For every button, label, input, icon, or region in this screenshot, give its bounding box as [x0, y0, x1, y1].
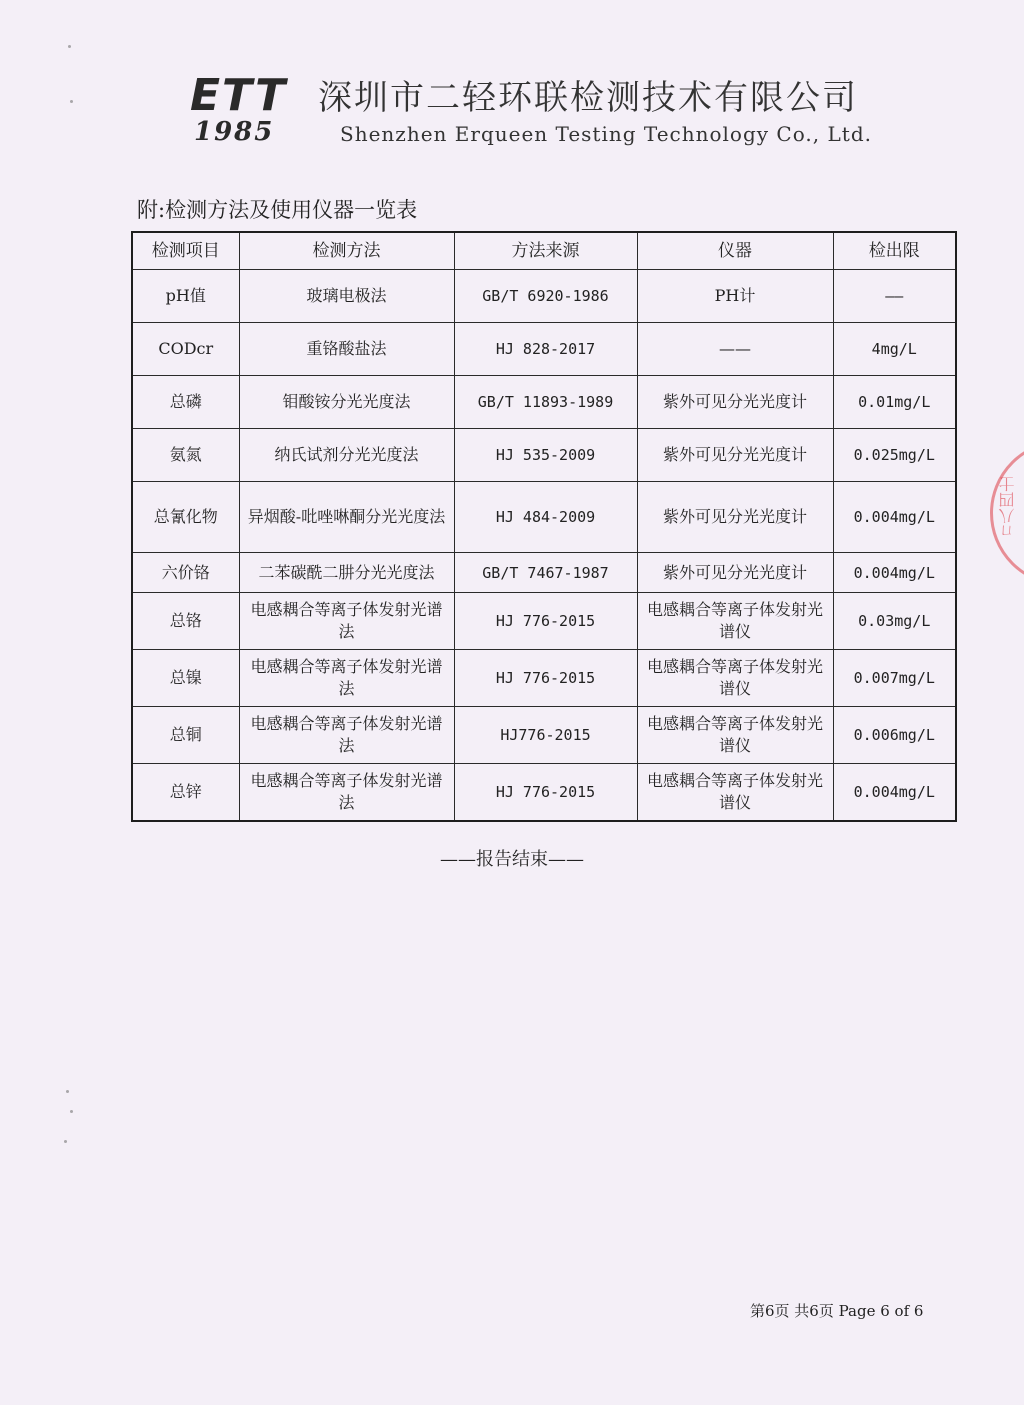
- cell-method: 电感耦合等离子体发射光谱法: [239, 764, 454, 821]
- seal-text: ㄇ八四士: [998, 476, 1017, 540]
- cell-method: 电感耦合等离子体发射光谱法: [239, 593, 454, 650]
- header-instrument: 仪器: [637, 232, 833, 270]
- cell-limit: 0.025mg/L: [833, 429, 956, 482]
- cell-item: 总铬: [132, 593, 239, 650]
- company-name-en: Shenzhen Erqueen Testing Technology Co., Ltd.: [340, 122, 872, 146]
- cell-limit: 0.004mg/L: [833, 764, 956, 821]
- table-row: [132, 764, 956, 821]
- cell-limit: 0.006mg/L: [833, 707, 956, 764]
- table-row: [132, 650, 956, 707]
- cell-instrument: PH计: [637, 270, 833, 323]
- cell-item: 总锌: [132, 764, 239, 821]
- cell-item: 总氰化物: [132, 482, 239, 553]
- header-item: 检测项目: [132, 232, 239, 270]
- cell-instrument: 紫外可见分光光度计: [637, 376, 833, 429]
- cell-source: HJ 828-2017: [454, 323, 637, 376]
- report-end-mark: ——报告结束——: [440, 849, 584, 870]
- page-number: 第6页 共6页 Page 6 of 6: [750, 1302, 924, 1320]
- cell-method: 电感耦合等离子体发射光谱法: [239, 650, 454, 707]
- cell-item: 六价铬: [132, 553, 239, 593]
- cell-item: 总铜: [132, 707, 239, 764]
- cell-instrument: 紫外可见分光光度计: [637, 553, 833, 593]
- header-source: 方法来源: [454, 232, 637, 270]
- table-header-row: [132, 232, 956, 270]
- cell-method: 电感耦合等离子体发射光谱法: [239, 707, 454, 764]
- cell-limit: 0.007mg/L: [833, 650, 956, 707]
- cell-source: GB/T 7467-1987: [454, 553, 637, 593]
- cell-source: HJ 535-2009: [454, 429, 637, 482]
- cell-instrument: 电感耦合等离子体发射光谱仪: [637, 650, 833, 707]
- company-name-cn: 深圳市二轻环联检测技术有限公司: [318, 78, 858, 118]
- cell-item: CODcr: [132, 323, 239, 376]
- cell-source: HJ 776-2015: [454, 593, 637, 650]
- cell-source: GB/T 11893-1989: [454, 376, 637, 429]
- company-logo: [190, 70, 305, 147]
- table-row: [132, 553, 956, 593]
- letterhead: [190, 70, 890, 150]
- table-row: [132, 593, 956, 650]
- header-limit: 检出限: [833, 232, 956, 270]
- header-method: 检测方法: [239, 232, 454, 270]
- cell-limit: 4mg/L: [833, 323, 956, 376]
- cell-method: 纳氏试剂分光光度法: [239, 429, 454, 482]
- cell-source: HJ776-2015: [454, 707, 637, 764]
- cell-method: 异烟酸-吡唑啉酮分光光度法: [239, 482, 454, 553]
- cell-source: HJ 776-2015: [454, 764, 637, 821]
- cell-item: pH值: [132, 270, 239, 323]
- cell-source: HJ 484-2009: [454, 482, 637, 553]
- cell-method: 玻璃电极法: [239, 270, 454, 323]
- table-row: [132, 707, 956, 764]
- cell-item: 总磷: [132, 376, 239, 429]
- logo-text: ETT: [190, 70, 288, 121]
- table-row: [132, 429, 956, 482]
- cell-limit: ——: [833, 270, 956, 323]
- cell-instrument: 电感耦合等离子体发射光谱仪: [637, 764, 833, 821]
- cell-item: 总镍: [132, 650, 239, 707]
- cell-source: HJ 776-2015: [454, 650, 637, 707]
- cell-instrument: 紫外可见分光光度计: [637, 482, 833, 553]
- cell-source: GB/T 6920-1986: [454, 270, 637, 323]
- cell-instrument: 紫外可见分光光度计: [637, 429, 833, 482]
- logo-year: 1985: [194, 117, 275, 147]
- attachment-title: 附:检测方法及使用仪器一览表: [137, 198, 418, 222]
- cell-limit: 0.01mg/L: [833, 376, 956, 429]
- methods-table: [131, 231, 957, 822]
- cell-method: 钼酸铵分光光度法: [239, 376, 454, 429]
- cell-instrument: ——: [637, 323, 833, 376]
- cell-method: 二苯碳酰二肼分光光度法: [239, 553, 454, 593]
- cell-limit: 0.03mg/L: [833, 593, 956, 650]
- cell-limit: 0.004mg/L: [833, 553, 956, 593]
- cell-method: 重铬酸盐法: [239, 323, 454, 376]
- table-row: [132, 482, 956, 553]
- table-row: [132, 376, 956, 429]
- cell-limit: 0.004mg/L: [833, 482, 956, 553]
- table-row: [132, 270, 956, 323]
- cell-instrument: 电感耦合等离子体发射光谱仪: [637, 707, 833, 764]
- cell-instrument: 电感耦合等离子体发射光谱仪: [637, 593, 833, 650]
- table-row: [132, 323, 956, 376]
- official-seal: [990, 440, 1024, 580]
- cell-item: 氨氮: [132, 429, 239, 482]
